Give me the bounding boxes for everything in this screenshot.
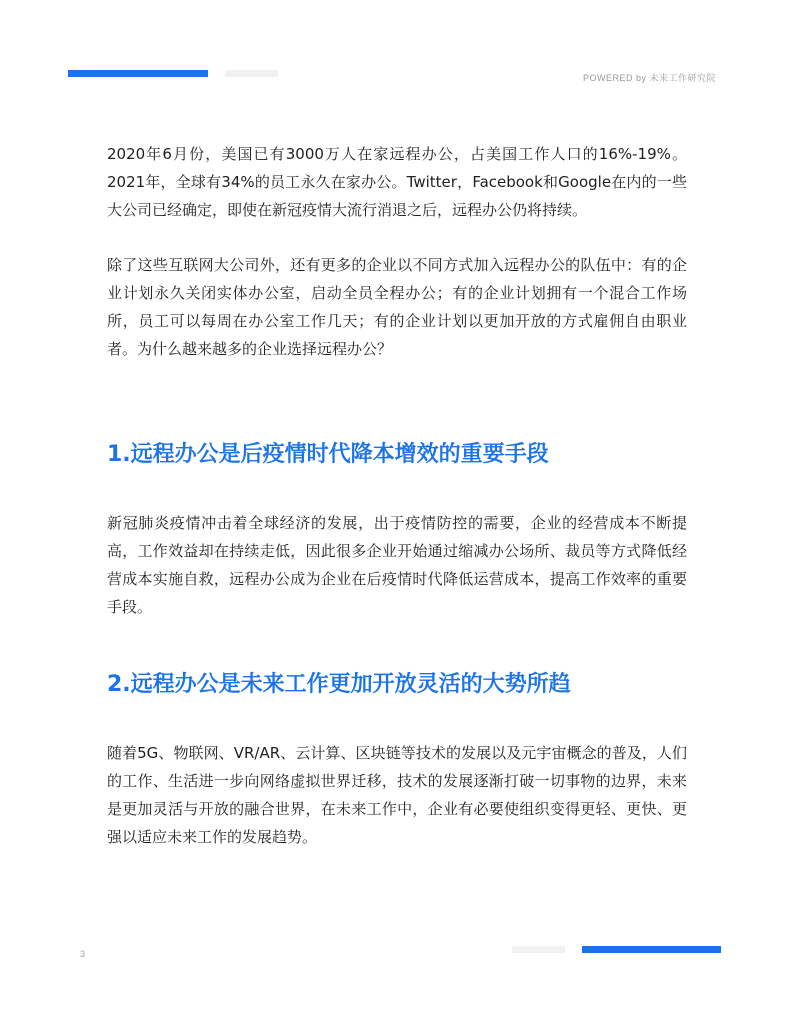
footer-accent-bar: [582, 946, 721, 953]
paragraph-2: 除了这些互联网大公司外，还有更多的企业以不同方式加入远程办公的队伍中：有的企业计划永久关闭实体办公室，启动全员全程办公；有的企业计划拥有一个混合工作场所，员工可以每周在办公室工作几天；有的企业计划以更加开放的方式雇佣自由职业者。为什么越来越多的企业选择远程办公？: [107, 256, 687, 358]
header-light-bar: [225, 70, 278, 77]
page-number: 3: [80, 949, 86, 959]
powered-by-label: POWERED by 未来工作研究院: [582, 73, 716, 83]
section-heading-1: 1.远程办公是后疫情时代降本增效的重要手段: [107, 442, 549, 467]
footer-light-bar: [512, 946, 565, 953]
paragraph-1: 2020年6月份，美国已有3000万人在家远程办公，占美国工作人口的16%-19%。2021年，全球有34%的员工永久在家办公。Twitter，Facebook和Google在内的一些大公司已经确定，即使在新冠疫情大流行消退之后，远程办公仍将持续。: [107, 145, 687, 219]
header-accent-bar: [68, 70, 208, 77]
document-body: [107, 140, 687, 851]
paragraph-4: 随着5G、物联网、VR/AR、云计算、区块链等技术的发展以及元宇宙概念的普及，人们的工作、生活进一步向网络虚拟世界迁移，技术的发展逐渐打破一切事物的边界，未来是更加灵活与开放的融合世界，在未来工作中，企业有必要使组织变得更轻、更快、更强以适应未来工作的发展趋势。: [107, 744, 687, 846]
section-heading-2: 2.远程办公是未来工作更加开放灵活的大势所趋: [107, 672, 571, 697]
paragraph-3: 新冠肺炎疫情冲击着全球经济的发展，出于疫情防控的需要，企业的经营成本不断提高，工作效益却在持续走低，因此很多企业开始通过缩减办公场所、裁员等方式降低经营成本实施自救，远程办公成为企业在后疫情时代降低运营成本，提高工作效率的重要手段。: [107, 514, 687, 616]
